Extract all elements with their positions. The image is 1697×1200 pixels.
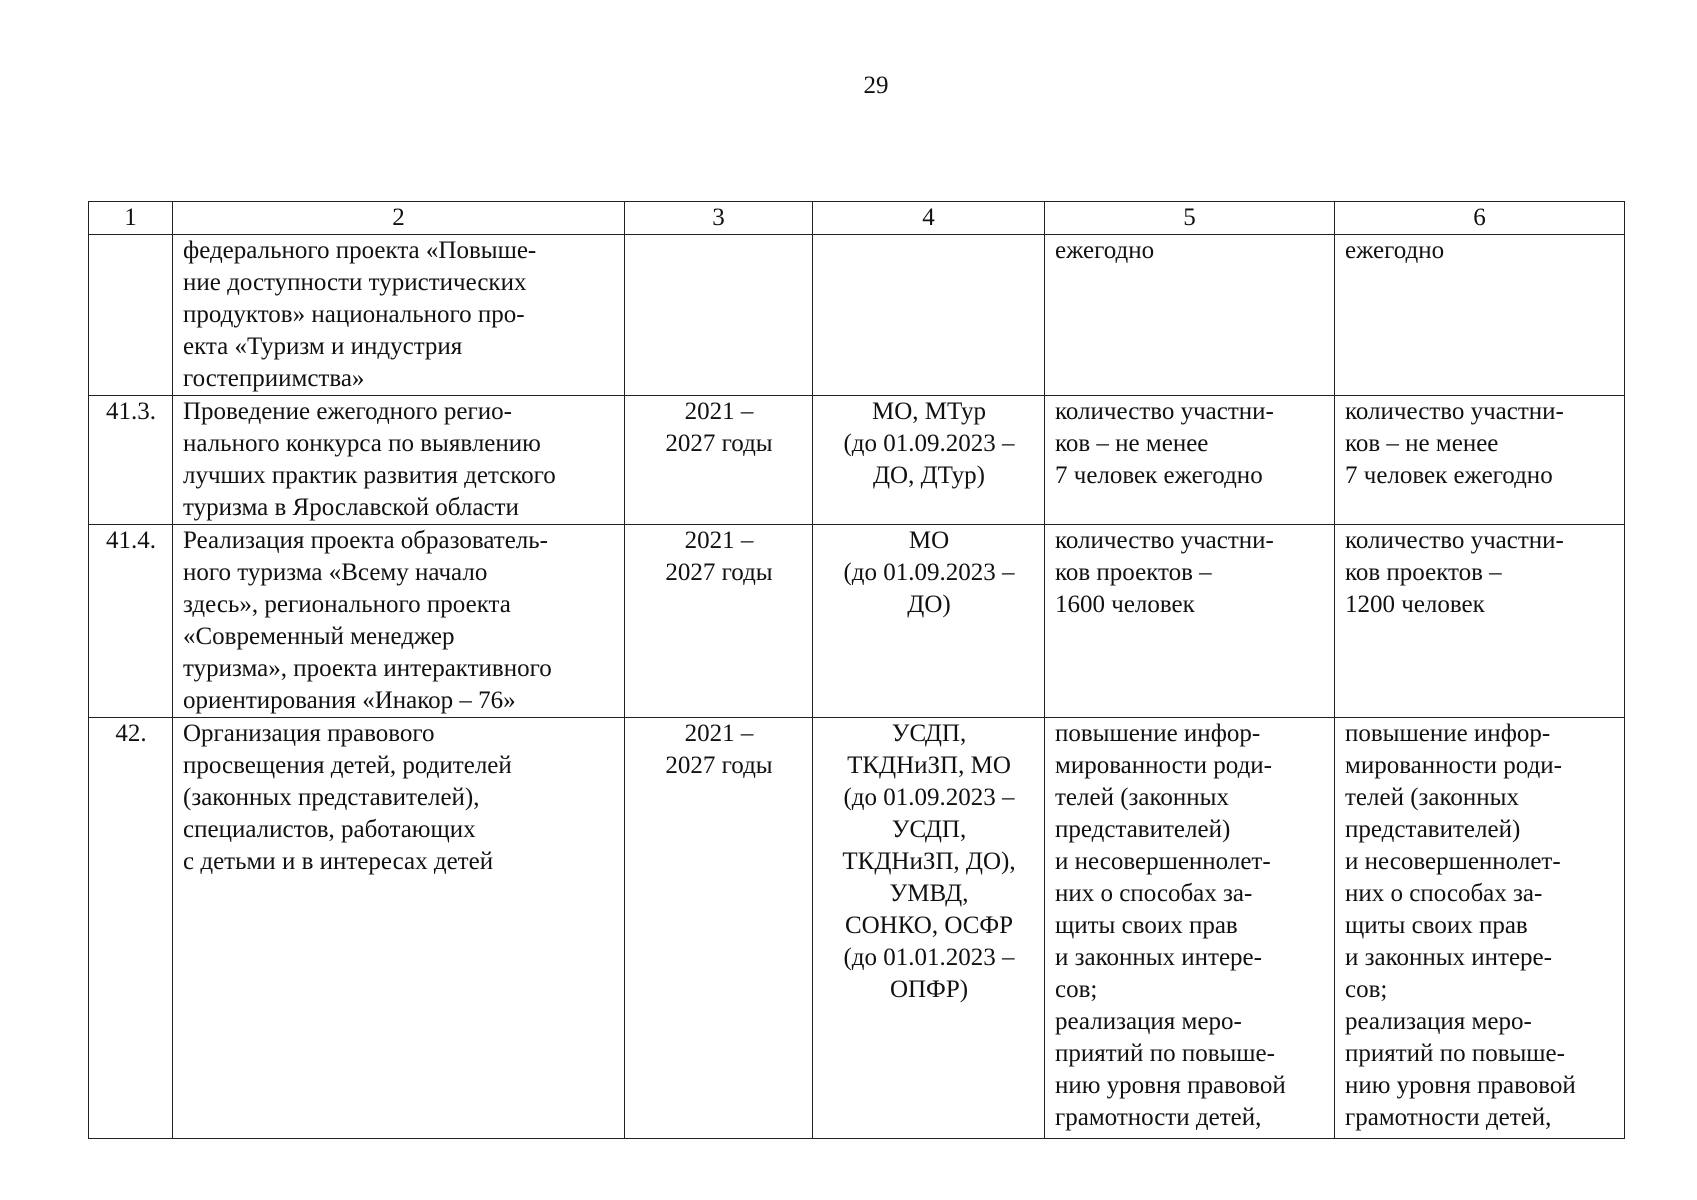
column-header: 4	[813, 202, 1045, 235]
column-header: 1	[89, 202, 173, 235]
result-col6: количество участни- ков – не менее 7 человек ежегодно	[1335, 396, 1625, 525]
period: 2021 – 2027 годы	[625, 718, 813, 1139]
table-row	[89, 396, 1625, 525]
result-col5: количество участни- ков проектов – 1600 человек	[1045, 525, 1335, 718]
table-row	[89, 718, 1625, 1139]
responsible	[813, 235, 1045, 396]
result-col5: ежегодно	[1045, 235, 1335, 396]
table-row	[89, 525, 1625, 718]
item-number	[89, 235, 173, 396]
measures-table	[88, 201, 1625, 1139]
period	[625, 235, 813, 396]
period: 2021 – 2027 годы	[625, 396, 813, 525]
table-header-row	[89, 202, 1625, 235]
measure-name: Реализация проекта образователь- ного туризма «Всему начало здесь», регионального проекта «Современный менеджер туризма», проекта интерактивного ориентирования «Инакор – 76»	[173, 525, 625, 718]
result-col5: количество участни- ков – не менее 7 человек ежегодно	[1045, 396, 1335, 525]
column-header: 2	[173, 202, 625, 235]
measure-name: Проведение ежегодного регио- нального конкурса по выявлению лучших практик развития детского туризма в Ярославской области	[173, 396, 625, 525]
result-col6: ежегодно	[1335, 235, 1625, 396]
responsible: МО, МТур (до 01.09.2023 – ДО, ДТур)	[813, 396, 1045, 525]
table-row	[89, 235, 1625, 396]
responsible: МО (до 01.09.2023 – ДО)	[813, 525, 1045, 718]
item-number: 42.	[89, 718, 173, 1139]
responsible: УСДП, ТКДНиЗП, МО (до 01.09.2023 – УСДП, ТКДНиЗП, ДО), УМВД, СОНКО, ОСФР (до 01.01.2023 – ОПФР)	[813, 718, 1045, 1139]
result-col5: повышение инфор- мированности роди- телей (законных представителей) и несовершеннолет- них о способах за- щиты своих прав и законных интере- сов; реализация меро- приятий по повыше- нию уровня правовой грамотности детей,	[1045, 718, 1335, 1139]
page-number: 29	[863, 72, 889, 99]
result-col6: повышение инфор- мированности роди- телей (законных представителей) и несовершеннолет- них о способах за- щиты своих прав и законных интере- сов; реализация меро- приятий по повыше- нию уровня правовой грамотности детей,	[1335, 718, 1625, 1139]
item-number: 41.4.	[89, 525, 173, 718]
result-col6: количество участни- ков проектов – 1200 человек	[1335, 525, 1625, 718]
item-number: 41.3.	[89, 396, 173, 525]
period: 2021 – 2027 годы	[625, 525, 813, 718]
measure-name: Организация правового просвещения детей, родителей (законных представителей), специалистов, работающих с детьми и в интересах детей	[173, 718, 625, 1139]
measure-name: федерального проекта «Повыше- ние доступности туристических продуктов» национального про- екта «Туризм и индустрия гостеприимства»	[173, 235, 625, 396]
column-header: 5	[1045, 202, 1335, 235]
column-header: 3	[625, 202, 813, 235]
column-header: 6	[1335, 202, 1625, 235]
